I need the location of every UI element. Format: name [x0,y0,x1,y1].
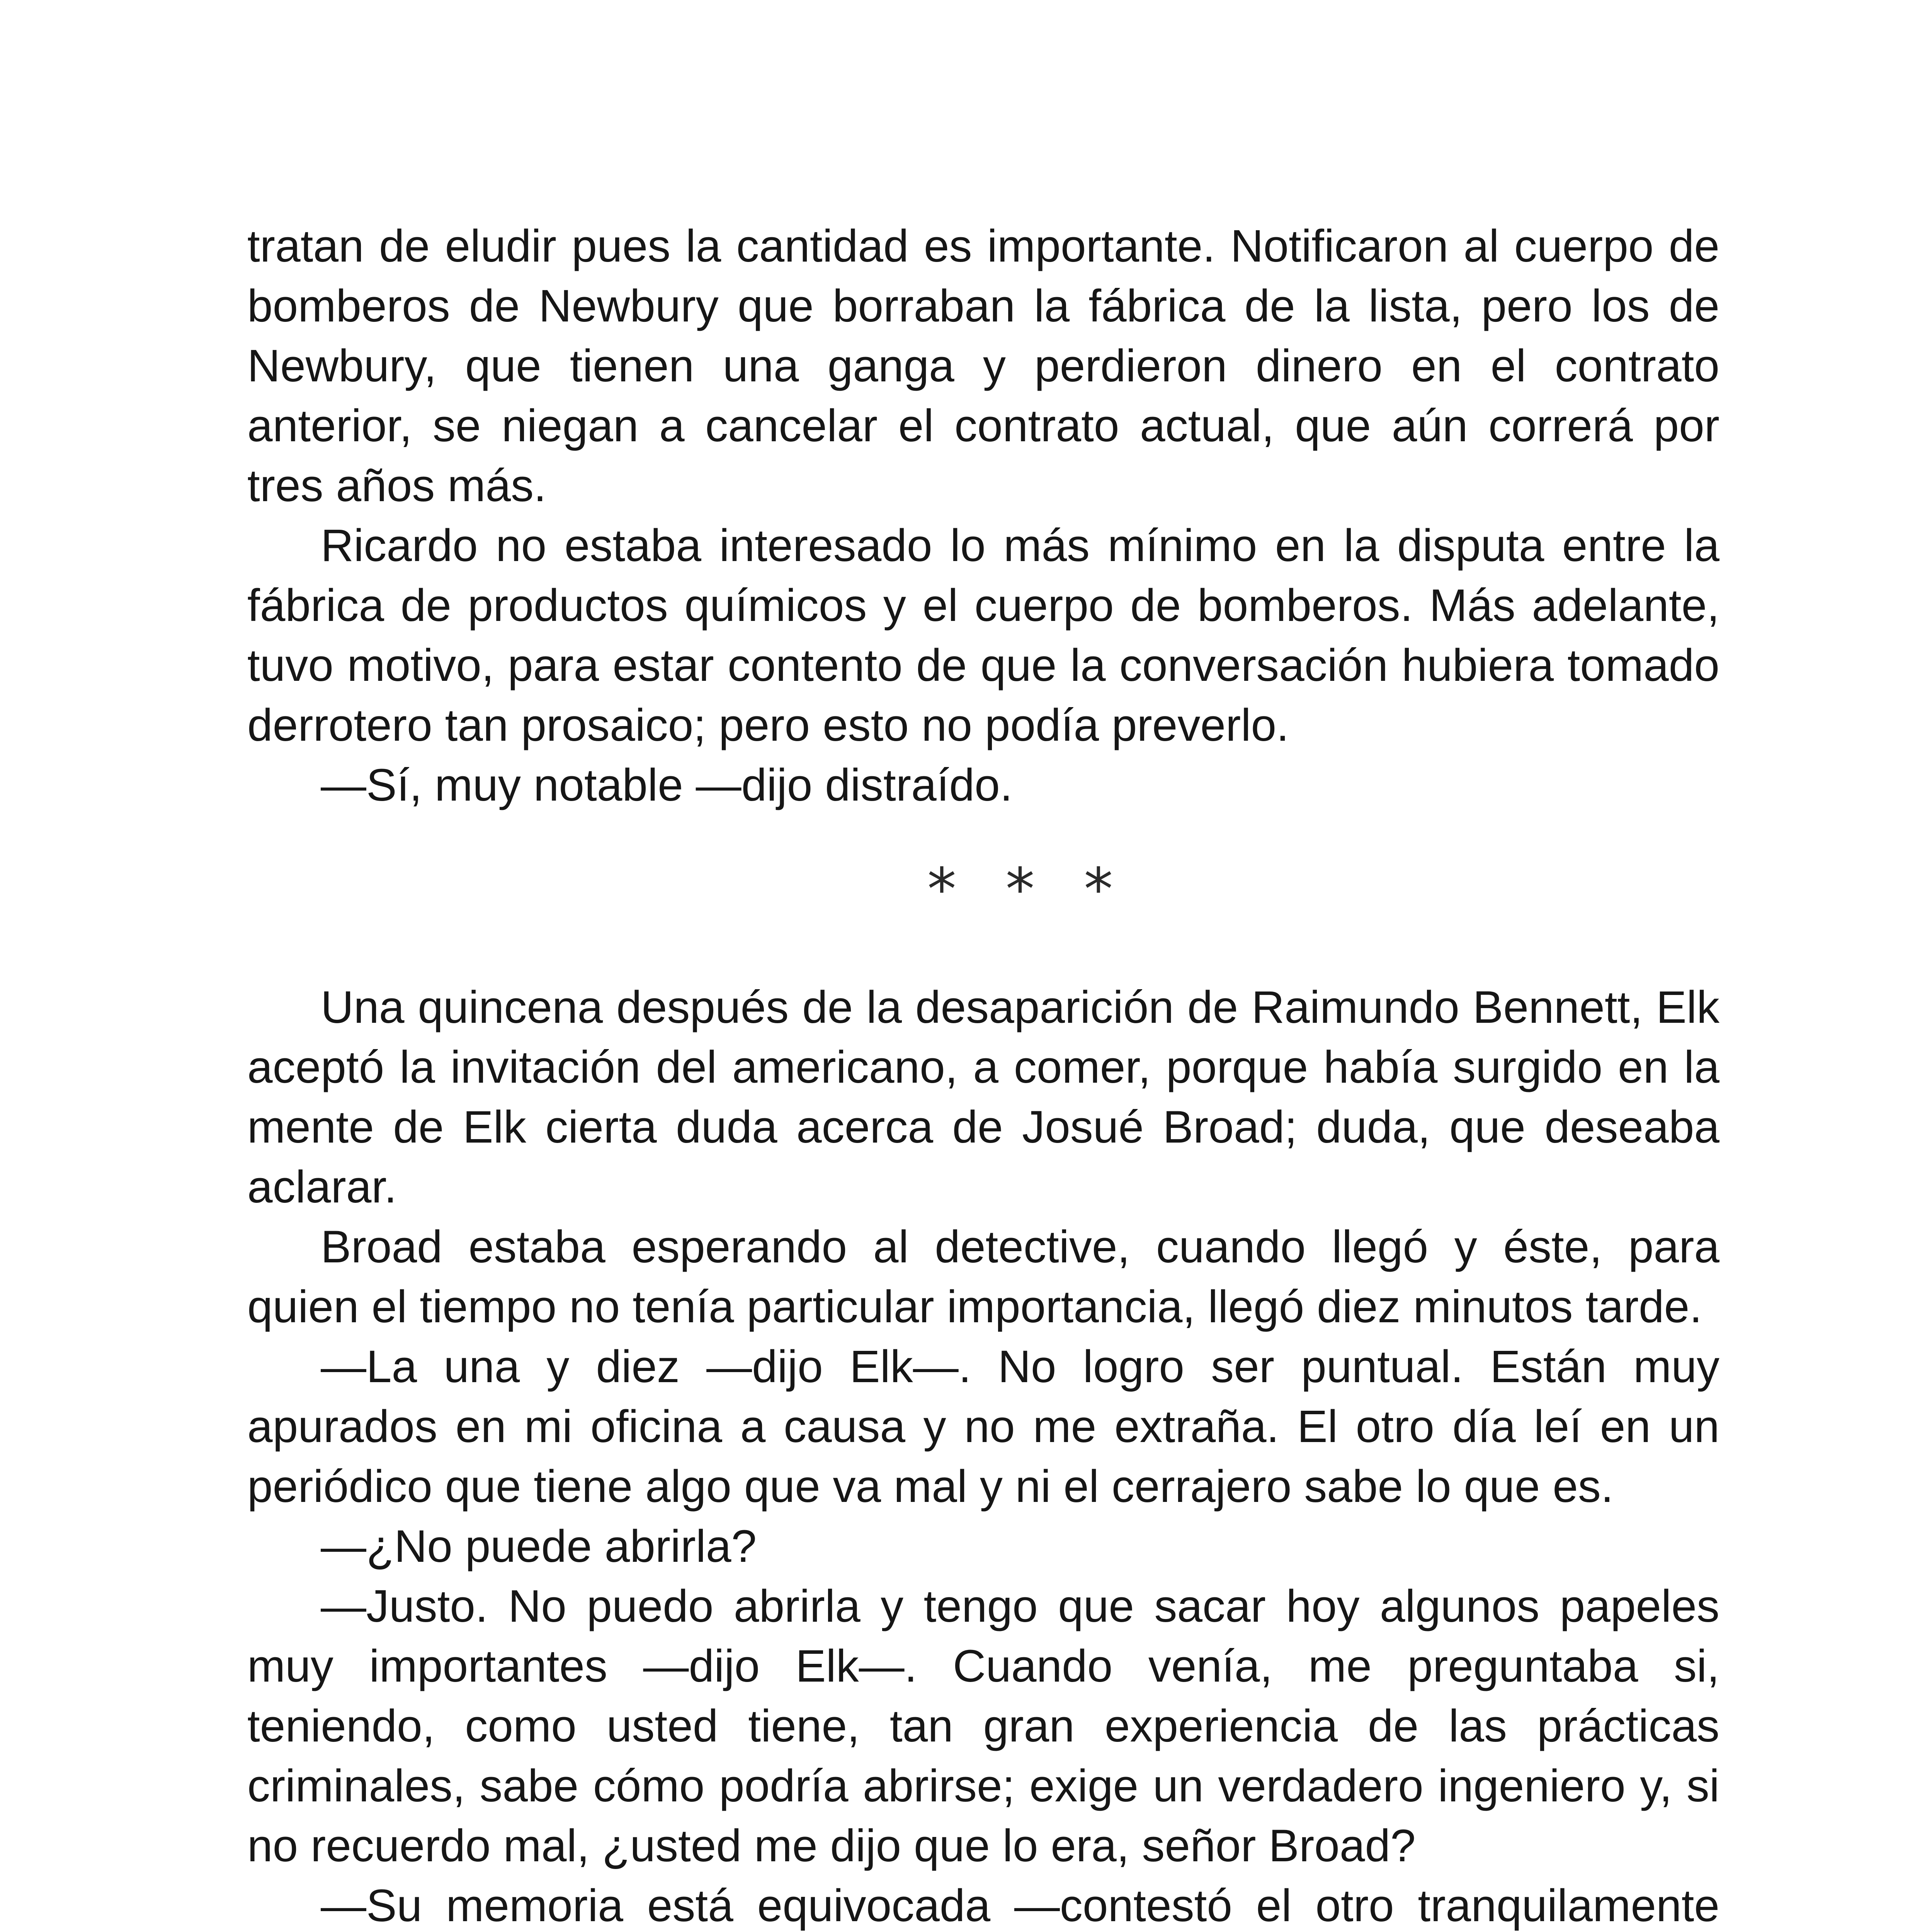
paragraph: —Justo. No puedo abrirla y tengo que sacar hoy algunos papeles muy importantes —dijo Elk—. Cuando venía, me preguntaba si, teniendo, como usted tiene, tan gran experiencia de las prácticas criminales, sabe cómo podría abrirse; exige un verdadero ingeniero y, si no recuerdo mal, ¿usted me dijo que lo era, señor Broad? [247,1581,1719,1871]
paragraph: —¿No puede abrirla? [321,1521,757,1572]
paragraph: —Su memoria está equivocada —contestó el otro tranquilamente [321,1880,1719,1931]
paragraph: Ricardo no estaba interesado lo más mínimo en la disputa entre la fábrica de productos químicos y el cuerpo de bomberos. Más adelante, tuvo motivo, para estar contento de que la conversación hubiera tomado derrotero tan prosaico; pero esto no podía preverlo. [247,520,1719,751]
paragraph: Broad estaba esperando al detective, cuando llegó y éste, para quien el tiempo no tenía particular importancia, llegó diez minutos tarde. [247,1221,1719,1332]
section-separator: ⁎ ⁎ ⁎ [927,838,1129,905]
paragraph: —La una y diez —dijo Elk—. No logro ser puntual. Están muy apurados en mi oficina a causa y no me extraña. El otro día leí en un periódico que tiene algo que va mal y ni el cerrajero sabe lo que es. [247,1341,1719,1512]
paragraph: —Sí, muy notable —dijo distraído. [321,760,1013,811]
body-text [247,216,1719,1932]
paragraph: tratan de eludir pues la cantidad es importante. Notificaron al cuerpo de bomberos de Newbury que borraban la fábrica de la lista, pero los de Newbury, que tienen una ganga y perdieron dinero en el contrato anterior, se niegan a cancelar el contrato actual, que aún correrá por tres años más. [247,221,1719,511]
paragraph: Una quincena después de la desaparición de Raimundo Bennett, Elk aceptó la invitación del americano, a comer, porque había surgido en la mente de Elk cierta duda acerca de Josué Broad; duda, que deseaba aclarar. [247,982,1719,1213]
